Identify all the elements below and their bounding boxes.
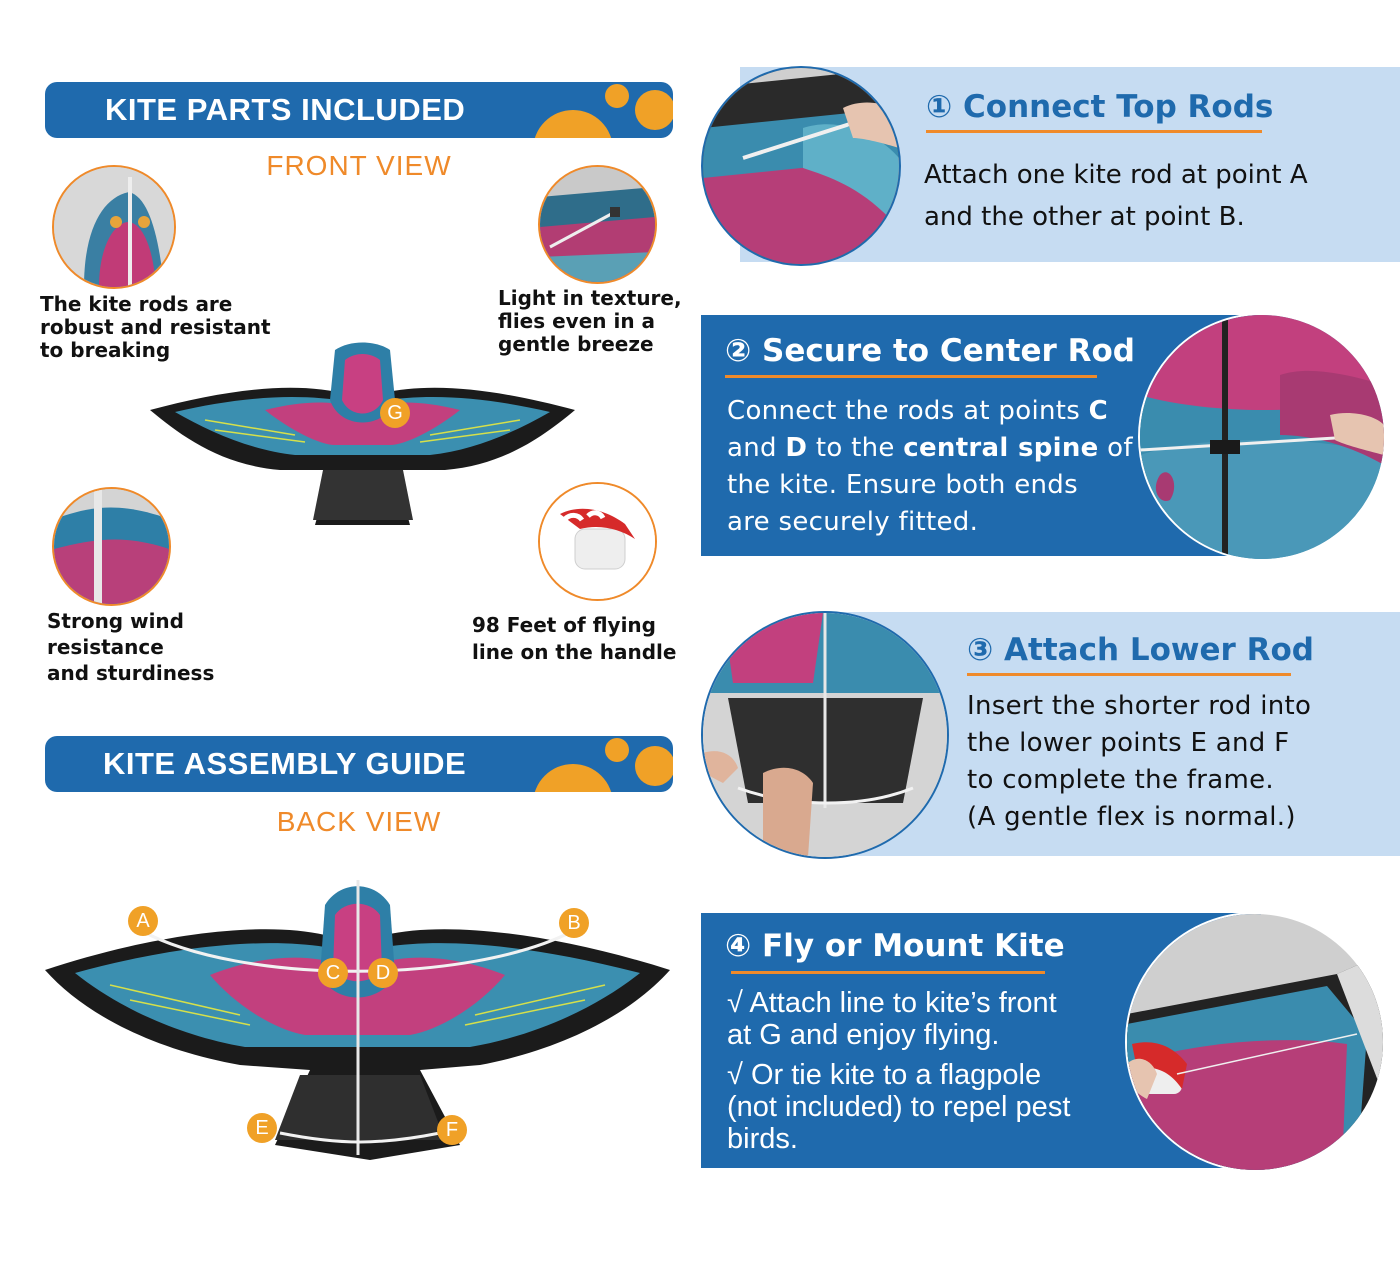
kite-front-view-image (145, 340, 580, 535)
step-4-underline (731, 971, 1045, 974)
texture-closeup-image (538, 165, 657, 284)
decor-dot (533, 764, 613, 792)
wind-caption: Strong wind resistance and sturdiness (47, 609, 215, 685)
step-4-title: ④ Fly or Mount Kite (725, 928, 1065, 964)
point-a-badge: A (128, 906, 158, 936)
step-4-bullet-2: √ Or tie kite to a flagpole (not included) to repel pest birds. (727, 1059, 1071, 1155)
center-rod-photo (1138, 313, 1386, 561)
decor-dot (605, 84, 629, 108)
step-3-title: ③ Attach Lower Rod (967, 632, 1314, 668)
wind-closeup-image (52, 487, 171, 606)
decor-dot (605, 738, 629, 762)
back-view-label: BACK VIEW (276, 806, 442, 837)
step-3-underline (967, 673, 1291, 676)
point-c-badge: C (318, 958, 348, 988)
step-1-underline (926, 130, 1262, 133)
front-view-label: FRONT VIEW (266, 150, 452, 181)
decor-dot (533, 110, 613, 138)
assembly-guide-title: KITE ASSEMBLY GUIDE (103, 746, 467, 781)
connect-top-rods-photo (701, 66, 901, 266)
point-f-badge: F (437, 1115, 467, 1145)
step-2-title: ② Secure to Center Rod (725, 333, 1135, 369)
point-b-badge: B (559, 908, 589, 938)
fly-or-mount-photo (1125, 912, 1385, 1172)
point-d-badge: D (368, 958, 398, 988)
line-caption: 98 Feet of flying line on the handle (472, 613, 677, 664)
decor-dot (635, 746, 673, 786)
step-4-bullet-1: √ Attach line to kite’s front at G and enjoy flying. (727, 987, 1057, 1051)
rods-caption: The kite rods are robust and resistant to breaking (40, 292, 271, 362)
decor-dot (635, 90, 673, 130)
point-e-badge: E (247, 1113, 277, 1143)
flying-line-handle-image (538, 482, 657, 601)
step-1-body: Attach one kite rod at point A and the other at point B. (924, 160, 1308, 232)
kite-parts-title: KITE PARTS INCLUDED (105, 92, 466, 127)
step-2-body: Connect the rods at points C and D to the central spine of the kite. Ensure both ends are securely fitted. (727, 396, 1133, 537)
point-g-badge: G (380, 398, 410, 428)
light-caption: Light in texture, flies even in a gentle breeze (498, 286, 682, 356)
kite-parts-banner (45, 82, 673, 138)
lower-rod-photo (701, 611, 949, 859)
step-1-title: ① Connect Top Rods (926, 89, 1274, 125)
rod-closeup-image (52, 165, 176, 289)
assembly-guide-banner (45, 736, 673, 792)
step-2-underline (725, 375, 1097, 378)
step-3-body: Insert the shorter rod into the lower points E and F to complete the frame. (A gentle flex is normal.) (967, 691, 1312, 832)
